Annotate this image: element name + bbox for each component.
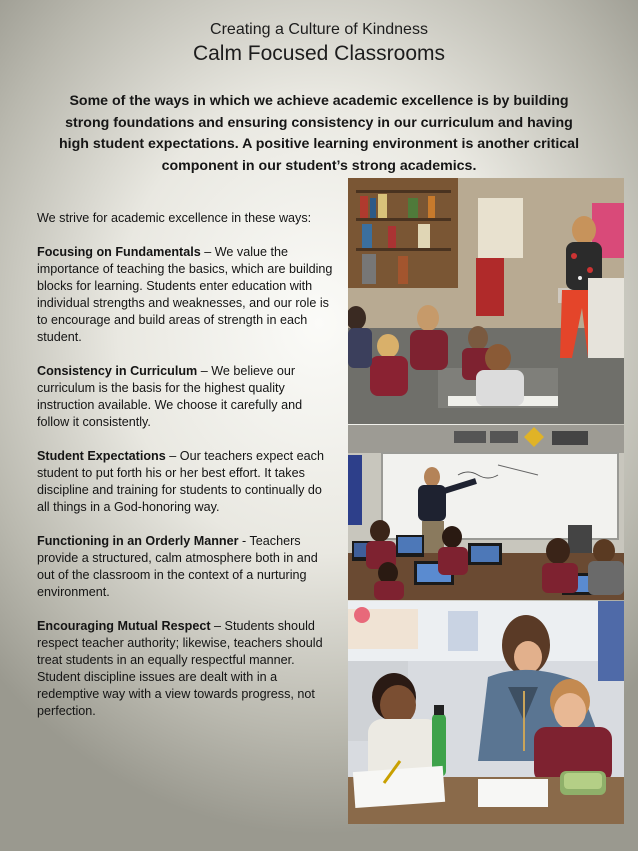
item-heading: Focusing on Fundamentals (37, 245, 201, 259)
item-curriculum (37, 363, 333, 431)
page-title: Calm Focused Classrooms (192, 42, 446, 65)
photo-teacher-helping (348, 601, 624, 824)
item-heading: Consistency in Curriculum (37, 364, 198, 378)
item-text: – We believe our curriculum is the basis for the highest quality instruction available. We choose it carefully and follow it consistently. (37, 364, 303, 429)
item-text: – Our teachers expect each student to put forth his or her best effort. It takes discipline and training for students to continually do all things in a God-honoring way. (37, 449, 324, 514)
item-text: – We value the importance of teaching the basics, which are building blocks for learning. Students enter education with individual strengths and weaknesses, and our role is to encourage and build areas of strength in each student. (37, 245, 333, 344)
item-heading: Student Expectations (37, 449, 166, 463)
title-block (0, 20, 638, 67)
item-heading: Functioning in an Orderly Manner (37, 534, 239, 548)
body-text (37, 210, 333, 737)
photo-whiteboard-lesson (348, 425, 624, 600)
page-kicker: Creating a Culture of Kindness (210, 21, 428, 38)
item-respect (37, 618, 333, 720)
item-expectations (37, 448, 333, 516)
item-heading: Encouraging Mutual Respect (37, 619, 211, 633)
item-text: – Students should respect teacher authority; likewise, teachers should treat students in an equally respectful manner. Student discipline issues are dealt with in a redemptive way with a view towards progress, not perfection. (37, 619, 323, 718)
item-fundamentals (37, 244, 333, 346)
body-lead: We strive for academic excellence in these ways: (37, 211, 312, 225)
item-text: - Teachers provide a structured, calm atmosphere both in and out of the classroom in the context of a nurturing environment. (37, 534, 318, 599)
intro-paragraph: Some of the ways in which we achieve academic excellence is by building strong foundations and ensuring consistency in our curriculum and having high student expectations. A positive learning environment is another critical component in our student’s strong academics. (58, 93, 580, 174)
photo-teacher-reading (348, 178, 624, 424)
item-orderly (37, 533, 333, 601)
